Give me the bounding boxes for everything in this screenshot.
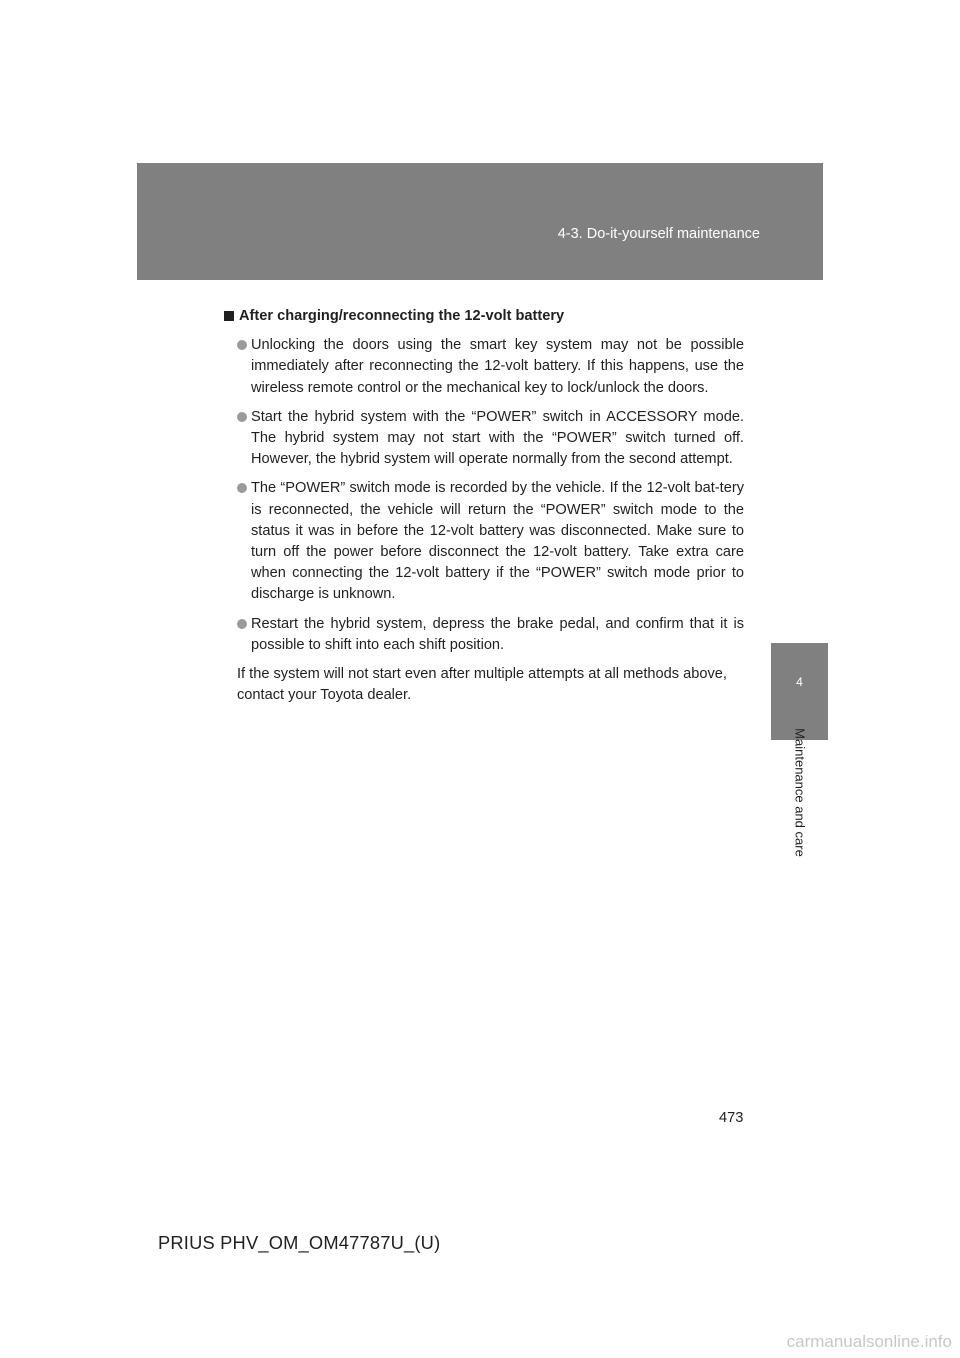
section-title: 4-3. Do-it-yourself maintenance	[557, 226, 760, 242]
watermark[interactable]: carmanualsonline.info	[786, 1332, 952, 1351]
round-bullet-icon	[237, 412, 247, 422]
list-item-text: The “POWER” switch mode is recorded by the vehicle. If the 12-volt bat-tery is reconnected, the vehicle will return the “POWER” switch mode to the status it was in before the 12-volt battery was disconnected. Make sure to turn off the power before disconnect the 12-volt battery. Take extra care when connecting the 12-volt battery if the “POWER” switch mode prior to discharge is unknown.	[251, 480, 744, 603]
square-bullet-icon	[224, 311, 234, 321]
chapter-label-container	[771, 720, 828, 870]
section-header-band	[137, 163, 823, 280]
page-number: 473	[719, 1110, 744, 1126]
list-item-text: Start the hybrid system with the “POWER” switch in ACCESSORY mode. The hybrid system may not start with the “POWER” switch turned off. However, the hybrid system will operate normally from the second attempt.	[251, 408, 744, 468]
round-bullet-icon	[237, 483, 247, 493]
list-item-text: Unlocking the doors using the smart key system may not be possible immediately after reconnecting the 12-volt battery. If this happens, use the wireless remote control or the mechanical key to lock/unlock the doors.	[251, 337, 744, 396]
list-item	[237, 335, 744, 399]
closing-paragraph: If the system will not start even after multiple attempts at all methods above, contact your Toyota dealer.	[237, 666, 727, 704]
main-content	[224, 306, 744, 706]
list-item	[237, 614, 744, 656]
list-item	[237, 407, 744, 471]
list-item	[237, 478, 744, 605]
round-bullet-icon	[237, 340, 247, 350]
round-bullet-icon	[237, 619, 247, 629]
subsection-heading	[224, 306, 744, 327]
chapter-number: 4	[796, 675, 803, 689]
document-code: PRIUS PHV_OM_OM47787U_(U)	[158, 1232, 441, 1253]
chapter-label: Maintenance and care	[792, 728, 807, 857]
list-item-text: Restart the hybrid system, depress the brake pedal, and confirm that it is possible to shift into each shift position.	[251, 615, 744, 653]
heading-text: After charging/reconnecting the 12-volt battery	[239, 308, 565, 324]
